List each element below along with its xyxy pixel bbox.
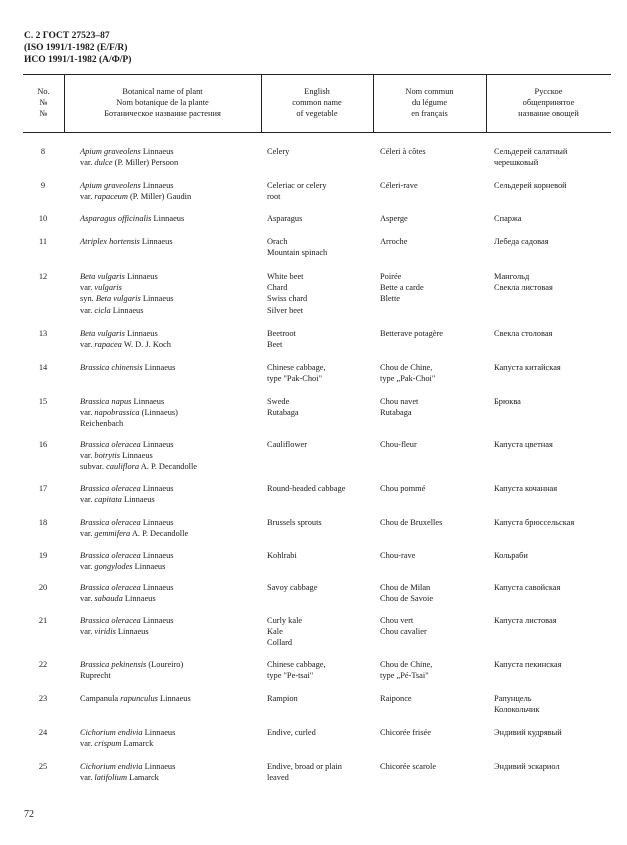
english-line: Rampion	[267, 694, 298, 703]
english-line: Round-headed cabbage	[267, 484, 346, 493]
botanical-name-cell	[80, 271, 260, 316]
botanical-name-cell	[80, 582, 260, 604]
french-name-cell	[380, 362, 486, 384]
header-text: of vegetable	[296, 109, 338, 118]
french-line: Chou de Milan	[380, 583, 431, 592]
header-text: en français	[411, 109, 448, 118]
russian-line: Капуста китайская	[494, 363, 561, 372]
botanical-name-line: var. dulce (P. Miller) Persoon	[80, 158, 179, 168]
russian-line: Рапунцель	[494, 694, 532, 703]
english-name-cell	[267, 582, 371, 593]
english-name-cell	[267, 439, 371, 450]
russian-name-cell	[494, 328, 614, 339]
russian-line: Мангольд	[494, 272, 530, 281]
french-line: Céleri-rave	[380, 181, 418, 190]
botanical-name-line: Cichorium endivia Linnaeus	[80, 728, 176, 737]
botanical-name-cell	[80, 517, 260, 539]
french-line: Bette a carde	[380, 283, 424, 293]
russian-line: Спаржа	[494, 214, 522, 223]
russian-name-cell	[494, 271, 614, 293]
header-text: No.	[37, 87, 50, 96]
table-header-rule	[23, 132, 611, 133]
column-header-no	[23, 86, 64, 119]
english-line: Endive, broad or plain	[267, 762, 342, 771]
botanical-name-cell	[80, 213, 260, 224]
french-line: Raiponce	[380, 694, 412, 703]
english-line: leaved	[267, 773, 289, 783]
english-line: Chard	[267, 283, 288, 293]
russian-line: Свекла столовая	[494, 329, 553, 338]
french-name-cell	[380, 761, 486, 772]
botanical-name-line: Brassica oleracea Linnaeus	[80, 616, 174, 625]
botanical-name-line: var. viridis Linnaeus	[80, 627, 149, 637]
french-line: Chicorée frisée	[380, 728, 431, 737]
row-number: 24	[38, 728, 48, 737]
french-name-cell	[380, 517, 486, 528]
english-line: Savoy cabbage	[267, 583, 318, 592]
botanical-name-cell	[80, 550, 260, 572]
botanical-name-line: Ruprecht	[80, 671, 111, 681]
russian-line: Эндивий эскариол	[494, 762, 560, 771]
header-text: du légume	[411, 98, 448, 107]
botanical-name-line: Asparagus officinalis Linnaeus	[80, 214, 185, 223]
russian-name-cell	[494, 236, 614, 247]
column-header-french	[373, 86, 486, 119]
botanical-name-line: var. rapaceum (P. Miller) Gaudin	[80, 192, 192, 202]
russian-line: Капуста брюссельская	[494, 518, 575, 527]
botanical-name-line: Atriplex hortensis Linnaeus	[80, 237, 173, 246]
column-header-botanical	[64, 86, 261, 119]
botanical-name-cell	[80, 727, 260, 749]
english-name-cell	[267, 659, 371, 681]
russian-line: Брюква	[494, 397, 521, 406]
header-text: №	[39, 98, 48, 107]
botanical-name-line: syn. Beta vulgaris Linnaeus	[80, 294, 174, 304]
russian-line: Капуста кочанная	[494, 484, 558, 493]
russian-name-cell	[494, 615, 614, 626]
english-line: Silver beet	[267, 305, 304, 315]
header-line-1: С. 2 ГОСТ 27523–87	[24, 31, 110, 41]
header-text: Botanical name of plant	[122, 87, 203, 96]
english-line: Celeriac or celery	[267, 181, 327, 190]
english-line: Celery	[267, 147, 290, 156]
french-line: Chou-fleur	[380, 440, 417, 449]
botanical-name-cell	[80, 483, 260, 505]
botanical-name-line: Brassica oleracea Linnaeus	[80, 518, 174, 527]
english-name-cell	[267, 396, 371, 418]
russian-name-cell	[494, 659, 614, 670]
botanical-name-cell	[80, 236, 260, 247]
english-line: Brussels sprouts	[267, 518, 322, 527]
french-line: Chou-rave	[380, 551, 416, 560]
english-line: Curly kale	[267, 616, 303, 625]
russian-line: Капуста цветная	[494, 440, 553, 449]
botanical-name-cell	[80, 761, 260, 783]
row-number: 11	[38, 237, 48, 246]
russian-line: Свекла листовая	[494, 283, 553, 293]
english-line: Swede	[267, 397, 290, 406]
botanical-name-line: Beta vulgaris Linnaeus	[80, 329, 158, 338]
page-number: 72	[24, 809, 34, 820]
russian-name-cell	[494, 180, 614, 191]
english-line: Orach	[267, 237, 288, 246]
french-name-cell	[380, 693, 486, 704]
row-number: 8	[40, 147, 46, 156]
french-line: type „Pé-Tsai"	[380, 671, 429, 681]
row-number: 25	[38, 762, 48, 771]
russian-name-cell	[494, 727, 614, 738]
french-name-cell	[380, 439, 486, 450]
botanical-name-line: Apium graveolens Linnaeus	[80, 147, 174, 156]
french-name-cell	[380, 727, 486, 738]
header-text: common name	[292, 98, 342, 107]
french-line: Poirée	[380, 272, 402, 281]
botanical-name-line: var. sabauda Linnaeus	[80, 594, 156, 604]
english-line: type "Pe-tsai"	[267, 671, 314, 681]
french-line: Chou cavalier	[380, 627, 427, 637]
row-number: 19	[38, 551, 48, 560]
botanical-name-cell	[80, 362, 260, 373]
botanical-name-line: Apium graveolens Linnaeus	[80, 181, 174, 190]
column-header-english	[261, 86, 373, 119]
header-text: English	[304, 87, 330, 96]
botanical-name-line: var. latifolium Lamarck	[80, 773, 159, 783]
row-number: 18	[38, 518, 48, 527]
french-name-cell	[380, 328, 486, 339]
english-name-cell	[267, 483, 371, 494]
english-name-cell	[267, 550, 371, 561]
row-number: 13	[38, 329, 48, 338]
header-text: Ботаническое название растения	[104, 109, 221, 118]
botanical-name-line: var. cicla Linnaeus	[80, 305, 144, 315]
botanical-name-line: Beta vulgaris Linnaeus	[80, 272, 158, 281]
russian-line: Капуста листовая	[494, 616, 557, 625]
english-line: Endive, curled	[267, 728, 316, 737]
french-line: Rutabaga	[380, 408, 412, 418]
botanical-name-cell	[80, 396, 260, 430]
botanical-name-line: Brassica chinensis Linnaeus	[80, 363, 176, 372]
russian-name-cell	[494, 582, 614, 593]
header-text: общепринятое	[522, 98, 575, 107]
russian-line: Капуста пекинская	[494, 660, 562, 669]
russian-name-cell	[494, 761, 614, 772]
english-name-cell	[267, 727, 371, 738]
botanical-name-line: subvar. cauliflora A. P. Decandolle	[80, 462, 198, 472]
french-name-cell	[380, 659, 486, 681]
botanical-name-cell	[80, 328, 260, 350]
botanical-name-line: var. vulgaris	[80, 283, 122, 293]
botanical-name-cell	[80, 693, 260, 704]
french-name-cell	[380, 396, 486, 418]
french-line: Chou navet	[380, 397, 419, 406]
botanical-name-cell	[80, 615, 260, 637]
column-header-russian	[486, 86, 611, 119]
document-header	[24, 30, 131, 66]
row-number: 9	[40, 181, 46, 190]
botanical-name-line: Brassica oleracea Linnaeus	[80, 583, 174, 592]
french-name-cell	[380, 180, 486, 191]
table-top-rule	[23, 74, 611, 75]
french-line: type „Pak-Choi"	[380, 374, 436, 384]
english-line: Collard	[267, 638, 293, 648]
botanical-name-line: var. capitata Linnaeus	[80, 495, 155, 505]
russian-line: черешковый	[494, 158, 539, 168]
french-name-cell	[380, 213, 486, 224]
botanical-name-line: var. crispum Lamarck	[80, 739, 154, 749]
english-name-cell	[267, 146, 371, 157]
english-name-cell	[267, 615, 371, 649]
botanical-name-line: var. botrytis Linnaeus	[80, 451, 153, 461]
english-line: Chinese cabbage,	[267, 660, 326, 669]
header-text: название овощей	[518, 109, 579, 118]
russian-line: Кольраби	[494, 551, 528, 560]
french-line: Chou de Savoie	[380, 594, 434, 604]
french-line: Blette	[380, 294, 401, 304]
header-text: №	[39, 109, 48, 118]
english-name-cell	[267, 213, 371, 224]
botanical-name-line: var. rapacea W. D. J. Koch	[80, 340, 171, 350]
botanical-name-line: Brassica oleracea Linnaeus	[80, 484, 174, 493]
french-name-cell	[380, 271, 486, 305]
vegetable-table	[23, 74, 611, 843]
botanical-name-cell	[80, 659, 260, 681]
row-number: 10	[38, 214, 48, 223]
russian-line: Сельдерей салатный	[494, 147, 568, 156]
botanical-name-line: var. napobrassica (Linnaeus)	[80, 408, 178, 418]
header-line-2: (ISO 1991/1-1982 (E/F/R)	[24, 43, 128, 53]
russian-name-cell	[494, 439, 614, 450]
botanical-name-line: Brassica napus Linnaeus	[80, 397, 165, 406]
botanical-name-line: Reichenbach	[80, 419, 124, 429]
header-text: Русское	[534, 87, 563, 96]
french-name-cell	[380, 582, 486, 604]
botanical-name-line: Brassica oleracea Linnaeus	[80, 440, 174, 449]
english-name-cell	[267, 761, 371, 783]
row-number: 20	[38, 583, 48, 592]
english-line: Beet	[267, 340, 283, 350]
french-name-cell	[380, 236, 486, 247]
french-name-cell	[380, 483, 486, 494]
russian-name-cell	[494, 362, 614, 373]
russian-name-cell	[494, 517, 614, 528]
russian-line: Сельдерей корневой	[494, 181, 567, 190]
russian-name-cell	[494, 693, 614, 715]
french-line: Chou de Chine,	[380, 363, 433, 372]
row-number: 22	[38, 660, 48, 669]
english-name-cell	[267, 517, 371, 528]
french-line: Chou vert	[380, 616, 414, 625]
english-line: Asparagus	[267, 214, 303, 223]
french-line: Betterave potagère	[380, 329, 444, 338]
french-line: Chou de Chine,	[380, 660, 433, 669]
french-name-cell	[380, 146, 486, 157]
french-line: Asperge	[380, 214, 408, 223]
row-number: 23	[38, 694, 48, 703]
russian-line: Капуста савойская	[494, 583, 561, 592]
french-name-cell	[380, 615, 486, 637]
english-line: White beet	[267, 272, 304, 281]
english-line: Mountain spinach	[267, 248, 328, 258]
french-name-cell	[380, 550, 486, 561]
english-name-cell	[267, 328, 371, 350]
header-text: Nom botanique de la plante	[116, 98, 209, 107]
russian-line: Лебеда садовая	[494, 237, 549, 246]
english-name-cell	[267, 693, 371, 704]
english-line: Cauliflower	[267, 440, 308, 449]
french-line: Arroche	[380, 237, 408, 246]
english-line: Kale	[267, 627, 283, 637]
english-name-cell	[267, 362, 371, 384]
russian-name-cell	[494, 146, 614, 168]
botanical-name-line: var. gongylodes Linnaeus	[80, 562, 166, 572]
english-line: Kohlrabi	[267, 551, 297, 560]
french-line: Chou de Bruxelles	[380, 518, 443, 527]
botanical-name-line: Brassica oleracea Linnaeus	[80, 551, 174, 560]
row-number: 14	[38, 363, 48, 372]
english-line: type "Pak-Choi"	[267, 374, 322, 384]
botanical-name-line: Brassica pekinensis (Loureiro)	[80, 660, 184, 669]
botanical-name-line: Cichorium endivia Linnaeus	[80, 762, 176, 771]
english-name-cell	[267, 180, 371, 202]
french-line: Chou pommé	[380, 484, 426, 493]
header-line-3: ИСО 1991/1-1982 (А/Ф/Р)	[24, 55, 132, 65]
header-text: Nom commun	[405, 87, 454, 96]
english-name-cell	[267, 236, 371, 258]
botanical-name-cell	[80, 439, 260, 473]
row-number: 16	[38, 440, 48, 449]
english-name-cell	[267, 271, 371, 316]
russian-name-cell	[494, 213, 614, 224]
row-number: 12	[38, 272, 48, 281]
botanical-name-line: Campanula rapunculus Linnaeus	[80, 694, 191, 703]
russian-name-cell	[494, 483, 614, 494]
english-line: Rutabaga	[267, 408, 299, 418]
row-number: 15	[38, 397, 48, 406]
row-number: 21	[38, 616, 48, 625]
english-line: root	[267, 192, 281, 202]
botanical-name-line: var. gemmifera A. P. Decandolle	[80, 529, 189, 539]
english-line: Chinese cabbage,	[267, 363, 326, 372]
russian-line: Эндивий кудрявый	[494, 728, 562, 737]
french-line: Céleri à côtes	[380, 147, 426, 156]
english-line: Swiss chard	[267, 294, 308, 304]
botanical-name-cell	[80, 180, 260, 202]
russian-line: Колокольчик	[494, 705, 540, 715]
russian-name-cell	[494, 550, 614, 561]
english-line: Beetroot	[267, 329, 296, 338]
row-number: 17	[38, 484, 48, 493]
russian-name-cell	[494, 396, 614, 407]
french-line: Chicorée scarole	[380, 762, 437, 771]
botanical-name-cell	[80, 146, 260, 168]
